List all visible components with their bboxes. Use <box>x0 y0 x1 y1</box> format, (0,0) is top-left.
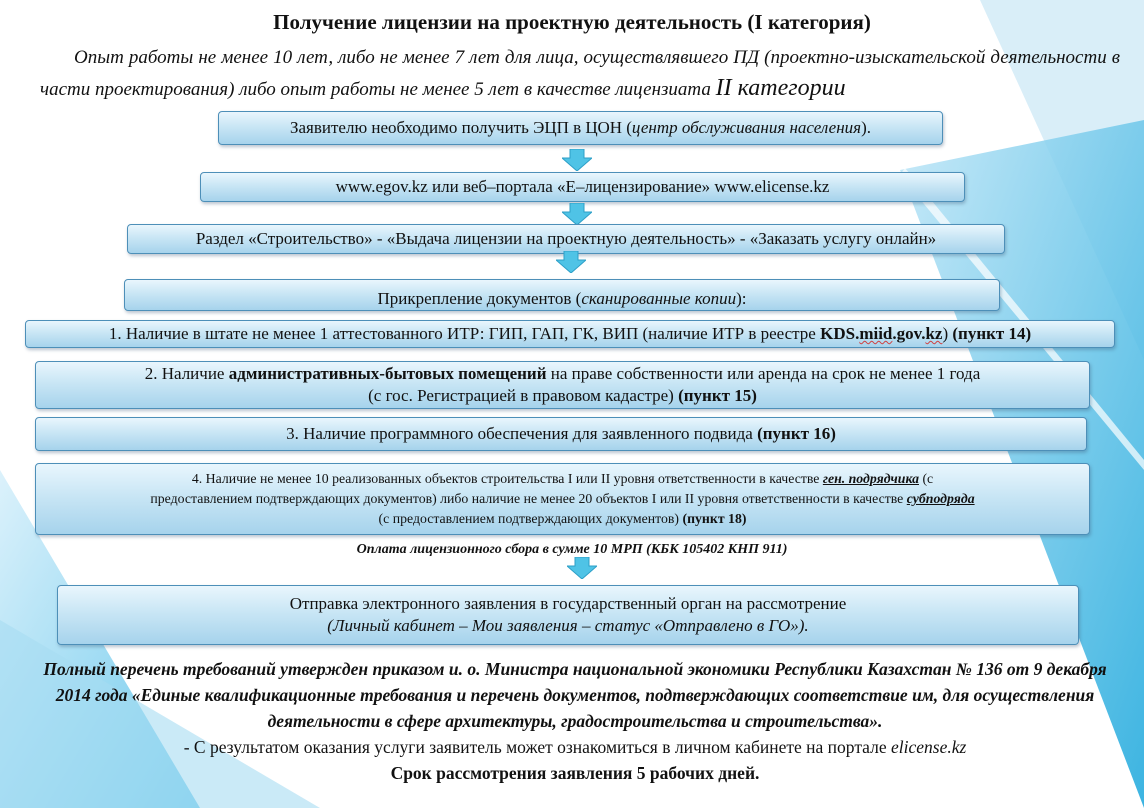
step-attach-docs <box>124 279 1000 311</box>
experience-text: Опыт работы не менее 10 лет, либо не менее 7 лет для лица, осуществлявшего ПД (проектно-изыскательской деятельности в части проектирования) либо опыт работы не менее 5 лет в качестве лицензиата <box>40 47 1120 100</box>
fee-note: Оплата лицензионного сбора в сумме 10 МРП (КБК 105402 КНП 911) <box>356 542 788 557</box>
clause-ref: (пункт 16) <box>757 424 836 443</box>
result-note: - С результатом оказания услуги заявитель может ознакомиться в личном кабинете на портале <box>183 737 891 757</box>
arrow-down-icon <box>556 251 586 273</box>
req-premises-bold: административных-бытовых помещений <box>228 364 547 383</box>
result-portal: elicense.kz <box>890 737 967 757</box>
clause-ref: (пункт 14) <box>952 324 1032 343</box>
step-attach-docs-text: Прикрепление документов ( <box>377 289 582 308</box>
arrow-down-icon <box>562 149 592 171</box>
step-get-eds-tail: ). <box>861 118 871 137</box>
step-get-eds-text: Заявителю необходимо получить ЭЦП в ЦОН ( <box>289 118 632 137</box>
arrow-down-icon <box>562 203 592 225</box>
general-contractor: ген. подрядчика <box>822 471 919 486</box>
step-submit-line2: (Личный кабинет – Мои заявления – статус «Отправлено в ГО»). <box>327 616 809 635</box>
step-section-text: Раздел «Строительство» - «Выдача лицензии на проектную деятельность» - «Заказать услугу онлайн» <box>195 229 937 248</box>
registry-part-4: kz <box>925 324 943 343</box>
requirements-note: Полный перечень требований утвержден приказом и. о. Министра национальной экономики Республики Казахстан № 136 от 9 декабря 2014 года «Единые квалификационные требования и перечень документов, подтверждающих соответствие им, для осуществления деятельности в сфере архитектуры, градостроительства и строительства». <box>43 659 1107 731</box>
step-submit <box>57 585 1079 645</box>
req-engineers-tail: ) <box>942 324 953 343</box>
req-software-text: 3. Наличие программного обеспечения для заявленного подвида <box>286 424 758 443</box>
req-projects-l2: предоставлением подтверждающих документов) либо наличие не менее 20 объектов I или II уровня ответственности в качестве <box>150 491 907 506</box>
step-attach-docs-italic: сканированные копии <box>581 289 737 308</box>
experience-requirement <box>40 42 1120 105</box>
footer-notes <box>40 656 1110 786</box>
req-engineers-text: 1. Наличие в штате не менее 1 аттестованного ИТР: ГИП, ГАП, ГК, ВИП (наличие ИТР в реестре <box>108 324 821 343</box>
experience-category: II категории <box>715 75 846 101</box>
registry-part-3: .gov. <box>892 324 926 343</box>
req-premises-line2: (с гос. Регистрацией в правовом кадастре) <box>368 386 679 405</box>
step-attach-docs-tail: ): <box>736 289 747 308</box>
step-get-eds-italic: центр обслуживания населения <box>631 118 862 137</box>
registry-part-1: KDS. <box>820 324 860 343</box>
step-section <box>127 224 1005 254</box>
req-projects-l1-tail: (с <box>919 471 934 486</box>
clause-ref: (пункт 15) <box>678 386 757 405</box>
req-projects-l1: 4. Наличие не менее 10 реализованных объектов строительства I или II уровня ответственности в качестве <box>191 471 823 486</box>
review-term: Срок рассмотрения заявления 5 рабочих дней. <box>390 763 760 783</box>
step-portal-text: www.egov.kz или веб–портала «Е–лицензирование» www.elicense.kz <box>335 177 830 196</box>
step-get-eds <box>218 111 943 145</box>
registry-part-2: miid <box>859 324 893 343</box>
req-premises-post: на праве собственности или аренда на срок не менее 1 года <box>546 364 981 383</box>
req-software <box>35 417 1087 451</box>
req-engineers <box>25 320 1115 348</box>
req-premises <box>35 361 1090 409</box>
step-submit-line1: Отправка электронного заявления в государственный орган на рассмотрение <box>289 594 847 613</box>
arrow-down-icon <box>567 557 597 579</box>
req-projects <box>35 463 1090 535</box>
step-portal <box>200 172 965 202</box>
req-projects-l3: (с предоставлением подтверждающих документов) <box>378 511 683 526</box>
req-premises-pre: 2. Наличие <box>144 364 229 383</box>
page-title: Получение лицензии на проектную деятельность (I категория) <box>273 10 871 34</box>
clause-ref: (пункт 18) <box>682 511 747 526</box>
subcontractor: субподряда <box>906 491 975 506</box>
